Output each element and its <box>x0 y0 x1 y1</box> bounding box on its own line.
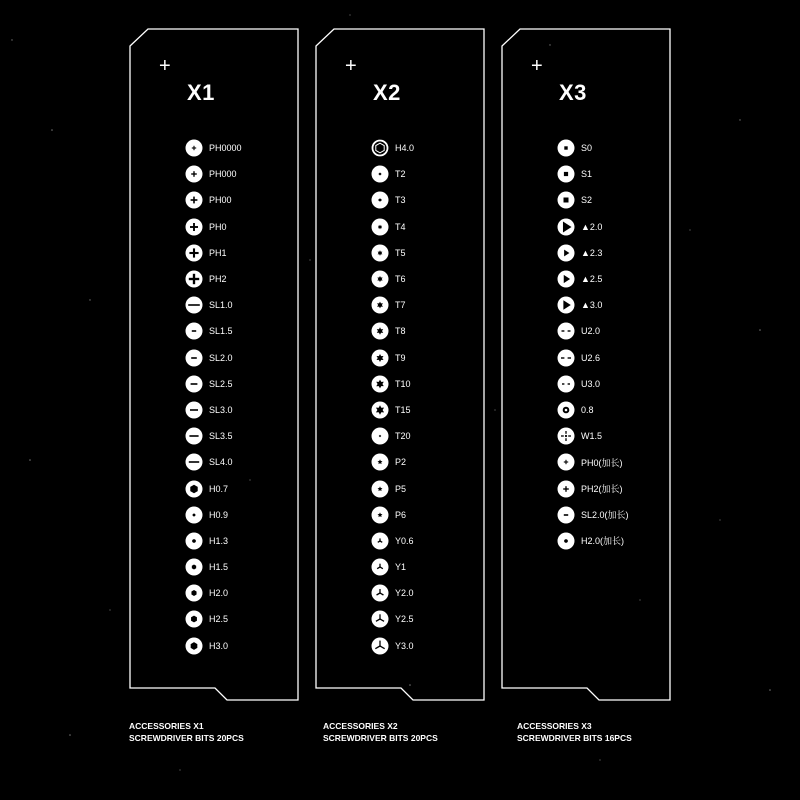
round-icon <box>557 401 575 419</box>
bit-label: H4.0 <box>395 143 415 154</box>
bit-label: PH000 <box>209 169 237 180</box>
bit-label: Y2.5 <box>395 614 414 625</box>
pentalobe-icon <box>371 480 389 498</box>
bit-list <box>185 135 242 659</box>
triangle-icon <box>557 244 575 262</box>
phillips-icon <box>185 270 203 288</box>
tri-wing-icon <box>371 584 389 602</box>
bit-label: PH00 <box>209 195 232 206</box>
bit-list <box>557 135 629 554</box>
slotted-icon <box>185 401 203 419</box>
panel-caption <box>323 720 438 744</box>
list-item <box>371 345 414 371</box>
list-item <box>185 475 242 501</box>
bit-label: T3 <box>395 195 406 206</box>
panel-title: X3 <box>559 80 587 105</box>
list-item <box>185 266 242 292</box>
bit-label: Y2.0 <box>395 588 414 599</box>
hex-icon <box>185 584 203 602</box>
bit-label: PH0000 <box>209 143 242 154</box>
list-item <box>185 240 242 266</box>
list-item <box>557 214 629 240</box>
bit-label: H2.5 <box>209 614 229 625</box>
hex-outline-icon <box>371 139 389 157</box>
hex-icon <box>557 532 575 550</box>
tri-wing-icon <box>371 610 389 628</box>
list-item <box>371 554 414 580</box>
triangle-icon <box>557 296 575 314</box>
bit-label: PH2 <box>209 274 227 285</box>
bit-label: T15 <box>395 404 411 415</box>
list-item <box>557 318 629 344</box>
bit-label: P2 <box>395 457 407 468</box>
bit-label: SL1.0 <box>209 300 233 311</box>
u-type-icon <box>557 375 575 393</box>
slotted-icon <box>185 296 203 314</box>
tri-wing-icon <box>371 637 389 655</box>
bit-label: SL1.5 <box>209 326 233 337</box>
list-item <box>371 292 414 318</box>
bit-label: T6 <box>395 274 406 285</box>
tri-wing-icon <box>371 558 389 576</box>
list-item <box>185 502 242 528</box>
bit-label: W1.5 <box>581 431 603 442</box>
bit-label: ▲2.5 <box>581 274 603 285</box>
bit-label: PH0(加长) <box>581 457 623 468</box>
bit-label: H0.7 <box>209 483 229 494</box>
list-item <box>185 161 242 187</box>
panel-x3 <box>501 28 671 701</box>
bit-label: 0.8 <box>581 404 594 415</box>
list-item <box>557 475 629 501</box>
list-item <box>557 161 629 187</box>
triangle-icon <box>557 218 575 236</box>
bit-label: ▲2.0 <box>581 221 603 232</box>
panel-x2 <box>315 28 485 701</box>
list-item <box>185 292 242 318</box>
torx-icon <box>371 427 389 445</box>
caption-line-bit-count: SCREWDRIVER BITS 20PCS <box>129 733 244 743</box>
bit-label: S1 <box>581 169 593 180</box>
list-item <box>557 397 629 423</box>
list-item <box>557 528 629 554</box>
list-item <box>371 371 414 397</box>
torx-icon <box>371 270 389 288</box>
list-item <box>557 345 629 371</box>
panel-caption <box>517 720 632 744</box>
list-item <box>185 318 242 344</box>
list-item <box>557 449 629 475</box>
list-item <box>371 606 414 632</box>
bit-list <box>371 135 414 659</box>
torx-icon <box>371 165 389 183</box>
list-item <box>185 449 242 475</box>
list-item <box>557 502 629 528</box>
slotted-icon <box>185 453 203 471</box>
bit-label: T2 <box>395 169 406 180</box>
caption-line-accessories: ACCESSORIES X3 <box>517 721 592 731</box>
bit-label: SL3.5 <box>209 431 233 442</box>
bit-label: Y1 <box>395 562 407 573</box>
torx-icon <box>371 218 389 236</box>
torx-icon <box>371 296 389 314</box>
hex-icon <box>185 480 203 498</box>
bit-label: T5 <box>395 247 406 258</box>
caption-line-accessories: ACCESSORIES X1 <box>129 721 204 731</box>
bit-label: H2.0(加长) <box>581 536 625 547</box>
list-item <box>557 371 629 397</box>
bit-label: SL2.0(加长) <box>581 510 629 521</box>
crosshair-plus-icon: + <box>531 55 543 77</box>
list-item <box>371 187 414 213</box>
bit-label: PH0 <box>209 221 227 232</box>
square-icon <box>557 139 575 157</box>
list-item <box>557 240 629 266</box>
list-item <box>185 606 242 632</box>
bit-label: SL3.0 <box>209 404 233 415</box>
bit-label: T4 <box>395 221 406 232</box>
phillips-icon <box>185 218 203 236</box>
phillips-icon <box>185 165 203 183</box>
bit-label: H1.3 <box>209 535 229 546</box>
torx-icon <box>371 322 389 340</box>
list-item <box>557 187 629 213</box>
bit-label: S0 <box>581 143 593 154</box>
list-item <box>371 528 414 554</box>
panel-title: X2 <box>373 80 401 105</box>
bit-label: P6 <box>395 509 407 520</box>
list-item <box>557 266 629 292</box>
list-item <box>371 214 414 240</box>
phillips-icon <box>557 453 575 471</box>
list-item <box>185 135 242 161</box>
bit-label: SL2.5 <box>209 378 233 389</box>
bit-label: T9 <box>395 352 406 363</box>
list-item <box>371 580 414 606</box>
bit-label: Y3.0 <box>395 640 414 651</box>
slotted-icon <box>557 506 575 524</box>
bit-label: PH1 <box>209 247 227 258</box>
bit-label: U2.6 <box>581 352 601 363</box>
list-item <box>185 528 242 554</box>
caption-line-bit-count: SCREWDRIVER BITS 20PCS <box>323 733 438 743</box>
bit-label: SL2.0 <box>209 352 233 363</box>
hex-icon <box>185 558 203 576</box>
hex-icon <box>185 637 203 655</box>
crosshair-plus-icon: + <box>345 55 357 77</box>
list-item <box>371 240 414 266</box>
u-type-icon <box>557 349 575 367</box>
list-item <box>371 475 414 501</box>
phillips-icon <box>185 191 203 209</box>
list-item <box>371 266 414 292</box>
list-item <box>557 292 629 318</box>
list-item <box>185 345 242 371</box>
list-item <box>185 187 242 213</box>
slotted-icon <box>185 375 203 393</box>
bit-label: S2 <box>581 195 593 206</box>
bit-label: Y0.6 <box>395 535 414 546</box>
list-item <box>185 371 242 397</box>
pentalobe-icon <box>371 506 389 524</box>
bit-label: H1.5 <box>209 562 229 573</box>
list-item <box>371 423 414 449</box>
hex-icon <box>185 532 203 550</box>
bit-label: PH2(加长) <box>581 484 623 495</box>
bit-label: H3.0 <box>209 640 229 651</box>
phillips-icon <box>185 244 203 262</box>
w-type-icon <box>557 427 575 445</box>
square-icon <box>557 191 575 209</box>
torx-icon <box>371 375 389 393</box>
list-item <box>185 633 242 659</box>
bit-label: P5 <box>395 483 407 494</box>
slotted-icon <box>185 349 203 367</box>
slotted-icon <box>185 427 203 445</box>
pentalobe-icon <box>371 453 389 471</box>
list-item <box>185 554 242 580</box>
torx-icon <box>371 244 389 262</box>
bit-label: T8 <box>395 326 406 337</box>
caption-line-bit-count: SCREWDRIVER BITS 16PCS <box>517 733 632 743</box>
list-item <box>557 423 629 449</box>
bit-label: U3.0 <box>581 378 601 389</box>
hex-icon <box>185 506 203 524</box>
panel-caption <box>129 720 244 744</box>
list-item <box>185 423 242 449</box>
bit-label: ▲2.3 <box>581 247 603 258</box>
list-item <box>185 214 242 240</box>
caption-line-accessories: ACCESSORIES X2 <box>323 721 398 731</box>
bit-label: T20 <box>395 431 411 442</box>
bit-label: ▲3.0 <box>581 300 603 311</box>
phillips-icon <box>557 480 575 498</box>
list-item <box>371 449 414 475</box>
list-item <box>185 580 242 606</box>
bit-label: SL4.0 <box>209 457 233 468</box>
bit-label: T10 <box>395 378 411 389</box>
crosshair-plus-icon: + <box>159 55 171 77</box>
panel-x1 <box>129 28 299 701</box>
list-item <box>371 502 414 528</box>
bit-label: U2.0 <box>581 326 601 337</box>
tri-wing-icon <box>371 532 389 550</box>
square-icon <box>557 165 575 183</box>
torx-icon <box>371 191 389 209</box>
list-item <box>371 318 414 344</box>
triangle-icon <box>557 270 575 288</box>
list-item <box>371 633 414 659</box>
hex-icon <box>185 610 203 628</box>
list-item <box>185 397 242 423</box>
bit-label: H0.9 <box>209 509 229 520</box>
torx-icon <box>371 349 389 367</box>
slotted-icon <box>185 322 203 340</box>
u-type-icon <box>557 322 575 340</box>
list-item <box>371 397 414 423</box>
list-item <box>557 135 629 161</box>
torx-icon <box>371 401 389 419</box>
phillips-icon <box>185 139 203 157</box>
bit-label: H2.0 <box>209 588 229 599</box>
panel-title: X1 <box>187 80 215 105</box>
bit-label: T7 <box>395 300 406 311</box>
list-item <box>371 135 414 161</box>
list-item <box>371 161 414 187</box>
